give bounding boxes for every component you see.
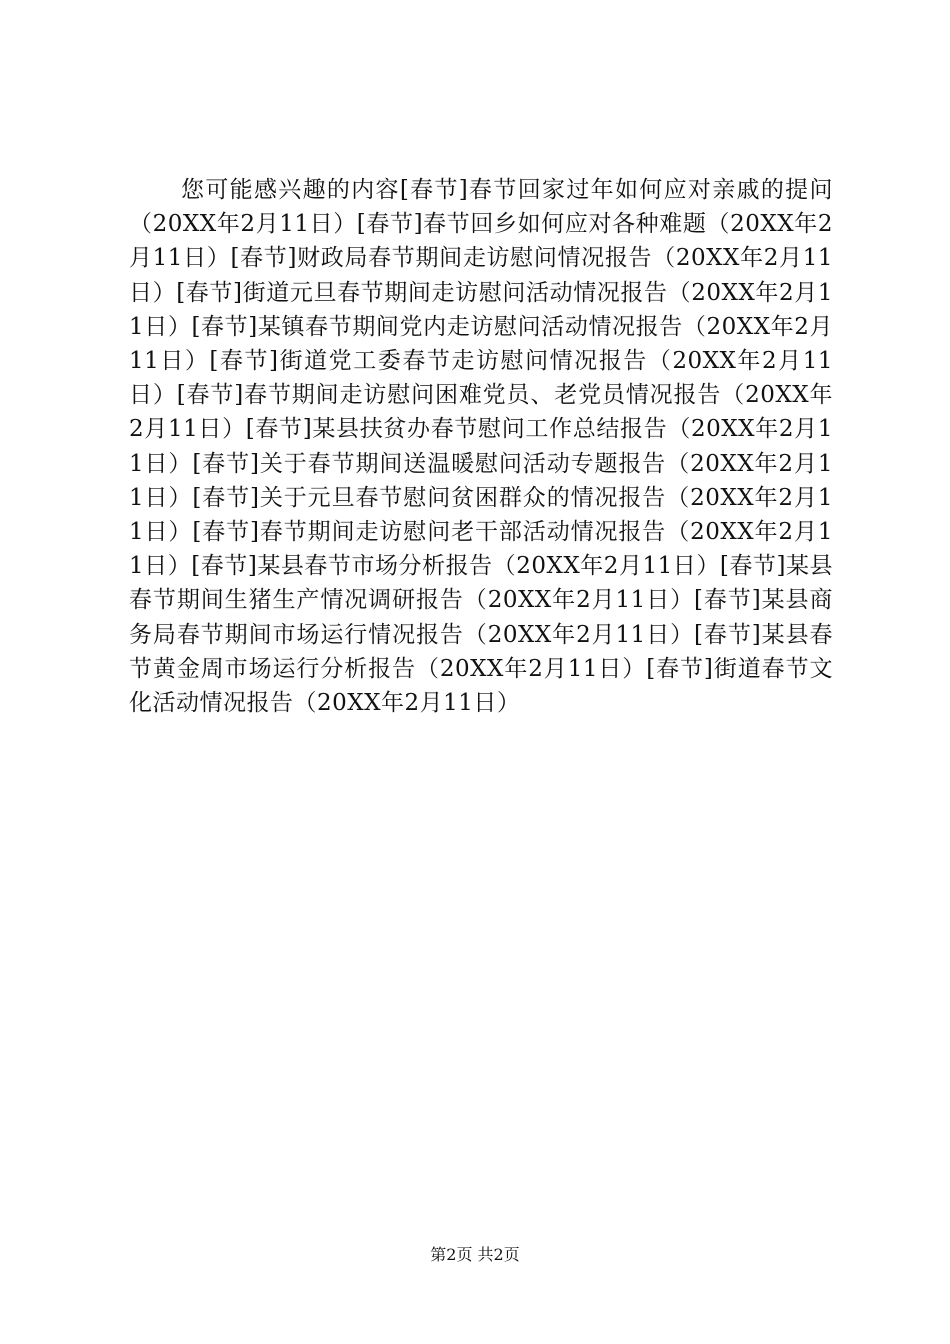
related-content-paragraph: 您可能感兴趣的内容[春节]春节回家过年如何应对亲戚的提问（20XX年2月11日）[春节]春节回乡如何应对各种难题（20XX年2月11日）[春节]财政局春节期间走访慰问情况报告（20XX年2月11日）[春节]街道元旦春节期间走访慰问活动情况报告（20XX年2月11日）[春节]某镇春节期间党内走访慰问活动情况报告（20XX年2月11日）[春节]街道党工委春节走访慰问情况报告（20XX年2月11日）[春节]春节期间走访慰问困难党员、老党员情况报告（20XX年2月11日）[春节]某县扶贫办春节慰问工作总结报告（20XX年2月11日）[春节]关于春节期间送温暖慰问活动专题报告（20XX年2月11日）[春节]关于元旦春节慰问贫困群众的情况报告（20XX年2月11日）[春节]春节期间走访慰问老干部活动情况报告（20XX年2月11日）[春节]某县春节市场分析报告（20XX年2月11日）[春节]某县春节期间生猪生产情况调研报告（20XX年2月11日）[春节]某县商务局春节期间市场运行情况报告（20XX年2月11日）[春节]某县春节黄金周市场运行分析报告（20XX年2月11日）[春节]街道春节文化活动情况报告（20XX年2月11日）: [129, 177, 833, 717]
page-number-footer: 第2页 共2页: [430, 1245, 520, 1264]
